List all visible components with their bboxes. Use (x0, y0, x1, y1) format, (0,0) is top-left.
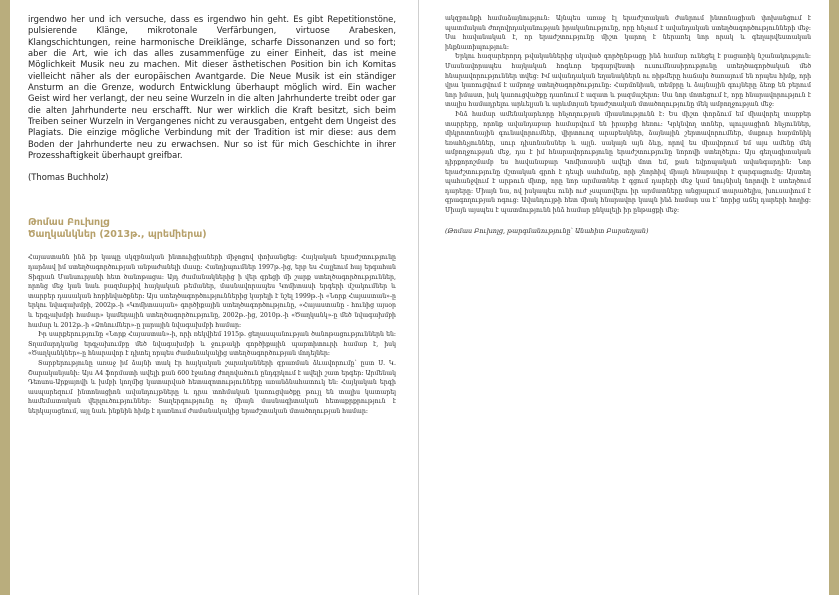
right-page (445, 14, 811, 595)
armenian-paragraph: Հայաստանն ինձ իր կապը սկզբնական ինտուիցիաների միջոցով փոխանցեց: Հայկական երաժշտությունը դարձավ իմ ստեղծագործության անբաժանելի մասը: Հանդիպումներ 1997թ.-ից, երբ ես Հալլեում հայ երգահան Տիգրան Մանսուրյանի հետ ծանոթացա: Այդ ժամանակներից ի վեր գրեցի մի շարք ստեղծագործություններ, որոնց մեջ կան նաև բազմաթիվ հայկական թեմաներ, մասնավորապես Կոմիտասի երգերի մշակումներ և տարբեր դասական հորինվածքներ: Այս ստեղծագործություններից կարելի է նշել 1999թ.-ի «Նորք Հայաստան»-ը երկու նվագախմբի, 2002թ.-ի «Կոմիտասյան» գործիքային ստեղծագործությունը, «Հայաստանը - հունից այսօր և երգչախմբի համար» կամերային ստեղծագործությունը, 2002թ.-ից, 2010թ.-ի «Ծաղկանկ»-ը մեծ նվագախմբի համար և 2012թ.-ի «Ձոնումներ»-ը լարային նվագախմբի համար: (28, 254, 396, 329)
armenian-paragraph: Իր սարքերությունը «Նորք Հայաստան»-ի, որի ռեկվիեմ 1915թ. ցեղասպանության ծանոթացություններն են: Տղամարդկանց երգչախումբը մեծ նվագախմբի և ջութակի գործիքային պարտիտուրի համար է, իսկ «Ծաղկանկներ»-ը հնարավոր է դիտել որպես ժամանակակից ստեղծագործության մոդելներ: (28, 331, 396, 358)
left-page (28, 14, 396, 595)
german-signature: (Thomas Buchholz) (28, 172, 109, 183)
right-page-edge (829, 0, 839, 595)
page-gutter (418, 0, 419, 595)
section-subtitle: Ծաղկանկներ (2013թ., պրեմիերա) (28, 229, 207, 241)
armenian-paragraph: Ինձ համար ամենակարևորը հնչողության միասնությունն է: Ես միշտ փորձում եմ միավորել տարբեր տարրերը, որոնք ավանդաբար համարվում են իրարից հեռու: Կրկնվող տոներ, պուլսացիոն հնչյուններ, միկրոտոնային գունավորումներ, վիրտուոզ արաբեսկներ, ձայնային շերտավորումներ, մաքուր հարմոնիկ եռահնչյուններ, սուր դիսոնանսներ և այլն. սակայն այն ձևը, որով ես միավորում եմ այս ամենը մեկ ամբողջության մեջ, դա է իմ հնարավորությունը երաժշտությունը նորովի ստեղծելու: Այս գեղագիտական դիրքորոշմամբ ես հավանաբար Կոմիտասին ավելի մոտ եմ, քան եվրոպական ավանգարդին: Նոր երաժշտությունը մշտական գրոհ է դեպի սահմանը, որի շնորհիվ միայն հնարավոր է զարգացումը: Այստեղ պահանջվում է արթուն միտք, որը նոր արմատներ է գցում դարերի մեջ կամ նույնիսկ նորովի է ստեղծում դարերը: Միայն նա, ով իսկապես ունի ուժ չսպառվելու իր արմատները անցյալում տարածելիս, խուսափում է գրագողության ոգուց: Ավանդույթի հետ միակ հնարավոր կապն ինձ համար սա է՝ նորից աճել դարերի հողից: Միայն այսպես է պատմությունն ինձ համար ընկալելի իր ընթացքի մեջ: (445, 110, 811, 214)
armenian-signature: (Թոմաս Բուխոլց, թարգմանությունը՝ Անահիտ Բարսեղյան) (445, 227, 649, 236)
armenian-paragraph: Տարբերությունը առաջ իմ ձայնի տակ էր հայկական շարականների գրառման ձևավորումը՝ ըստ Ս. Կ. Շարականյանի: Այս A4 ֆորմատի ավելի քան 600 էջանոց ժողովածուն ընդգրկում է ավելի շատ երգեր: Արմենակ Դեոսոս-Արքայովի և խմբի կողմից կատարված հետազոտությունները առանձնահատուկ են: Հայկական երգի ասպարեզում ինտոնացիոն ավանդույթները և դրա տոհմական կառուցվածքը թույլ են տալիս կատարել համեմատական վերլուծություններ: Տաղերգությունը ոչ միայն մասնագիտական հետաքրքրություն է ներկայացնում, այլ նաև ինքնին հիմք է դառնում ժամանակակից երաժշտական մտածողության համար: (28, 360, 396, 415)
section-title: Թոմաս Բուխոլց (28, 217, 110, 229)
armenian-paragraph: ակզբունքի համաձայնություն: Այնպես առաջ էլ երաժշտական ժանրում ինտոնացիան փոխանցում է պատմական ժողովրդականության իրականությունը, որը հնչում է ավանդական ստեղծագործությունների մեջ: Սա հավանական է, որ երաժշտությունը միշտ կարող է ներառել նոր որակ և գեղարվեստական ինքնատիպություն: (445, 15, 811, 51)
german-paragraph: irgendwo her und ich versuche, dass es irgendwo hin geht. Es gibt Repetitionstöne, pulsierende Klänge, mikrotonale Verfärbungen, virtuose Arabesken, Klangschichtungen, reine harmonische Dreiklänge, scharfe Dissonanzen und so fort; aber die Art, wie ich das alles zusammenfüge zu einer Einheit, das ist meine Möglichkeit Musik neu zu machen. Mit dieser ästhetischen Position bin ich Komitas vielleicht näher als der europäischen Avantgarde. Die Neue Musik ist ein ständiger Ansturm an die Grenze, wodurch Entwicklung überhaupt möglich wird. Ein wacher Geist wird her verlangt, der neu seine Wurzeln in die alten Jahrhunderte treibt oder gar die alten Jahrhunderte neu erschafft. Nur wer wirklich die Kraft besitzt, sich beim Treiben seiner Wurzeln in Vergangenes nicht zu verausgaben, entgeht dem Ungeist des Plagiats. Die einzige mögliche Verbindung mit der Tradition ist mir diese: aus dem Boden der Jahrhunderte neu zu erwachsen. Nur so ist für mich Geschichte in ihrer Prozesshaftigkeit überhaupt greifbar. (28, 14, 396, 161)
armenian-paragraph: Երկու հազարերորդ թվականներից սկսված գործընթացը ինձ համար ունեցել է բացառիկ նշանակություն: Մասնավորապես հայկական հոգևոր երգարվեստի ուսումնասիրությունը ստեղծագործական մեծ հնարավորություններ տվեց: Իմ ավանդական եղանակներն ու ռիթմերը հաճախ ծառայում են որպես հիմք, որի վրա կառուցվում է ամբողջ ստեղծագործությունը: Հարմոնիան, տեմբրը և ձայնային գույները ձեռք են բերում նոր իմաստ, իսկ կառուցվածքը դառնում է ազատ և բազմաշերտ: Սա նոր մոտեցում է, որը հնարավորություն է տալիս համադրելու արևելյան և արևմտյան երաժշտական մտածողությունը մեկ ամբողջության մեջ: (445, 53, 811, 109)
left-page-edge (0, 0, 10, 595)
